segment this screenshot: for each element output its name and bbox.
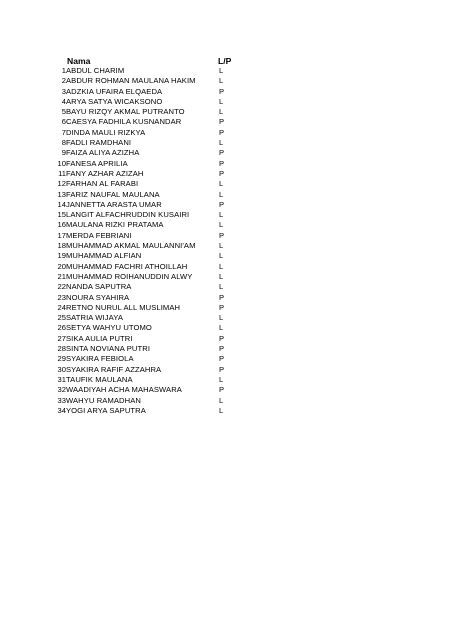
student-gender: L [219, 405, 224, 415]
student-name: CAESYA FADHILA KUSNANDAR [66, 117, 182, 127]
student-name: FARIZ NAUFAL MAULANA [66, 189, 160, 199]
column-header-nama: Nama [67, 56, 91, 66]
table-row [0, 303, 300, 313]
student-gender: L [219, 323, 224, 333]
row-number: 15 [57, 210, 66, 220]
table-row [0, 365, 300, 375]
student-name: FARHAN AL FARABI [66, 179, 139, 189]
student-name: MUHAMMAD AKMAL MAULANNI'AM [66, 241, 196, 251]
table-row [0, 148, 300, 158]
student-name: SETYA WAHYU UTOMO [66, 323, 152, 333]
row-number: 23 [57, 292, 66, 302]
student-gender: L [219, 138, 224, 148]
table-row [0, 97, 300, 107]
student-gender: P [219, 199, 225, 209]
row-number: 2 [61, 76, 66, 86]
row-number: 17 [57, 230, 66, 240]
student-name: ADZKIA UFAIRA ELQAEDA [66, 86, 163, 96]
row-number: 24 [57, 302, 66, 312]
student-name: BAYU RIZQY AKMAL PUTRANTO [66, 107, 185, 117]
row-number: 26 [57, 323, 66, 333]
table-row [0, 354, 300, 364]
student-gender: P [219, 302, 225, 312]
student-gender: L [219, 261, 224, 271]
student-gender: L [219, 96, 224, 106]
table-row [0, 107, 300, 117]
row-number: 5 [61, 107, 66, 117]
student-gender: L [219, 76, 224, 86]
table-row [0, 375, 300, 385]
student-name: RETNO NURUL ALL MUSLIMAH [66, 302, 181, 312]
row-number: 3 [61, 86, 66, 96]
student-gender: P [219, 230, 225, 240]
table-row [0, 385, 300, 395]
student-gender: P [219, 86, 225, 96]
student-gender: L [219, 66, 224, 75]
student-name: ARYA SATYA WICAKSONO [66, 96, 163, 106]
table-row [0, 200, 300, 210]
student-gender: L [219, 395, 224, 405]
student-name: MAULANA RIZKI PRATAMA [66, 220, 164, 230]
row-number: 33 [57, 395, 66, 405]
table-row [0, 169, 300, 179]
row-number: 9 [61, 148, 66, 158]
row-number: 32 [57, 385, 66, 395]
table-row [0, 293, 300, 303]
table-row [0, 87, 300, 97]
row-number: 25 [57, 313, 66, 323]
row-number: 29 [57, 354, 66, 364]
student-name: FADLI RAMDHANI [66, 138, 132, 148]
student-name: DINDA MAULI RIZKYA [66, 127, 146, 137]
row-number: 7 [61, 127, 66, 137]
student-gender: L [219, 210, 224, 220]
student-gender: L [219, 179, 224, 189]
row-number: 31 [57, 374, 66, 384]
row-number: 13 [57, 189, 66, 199]
row-number: 1 [61, 66, 66, 75]
table-row [0, 190, 300, 200]
student-name: SIKA AULIA PUTRI [66, 333, 133, 343]
row-number: 6 [61, 117, 66, 127]
row-number: 16 [57, 220, 66, 230]
student-gender: L [219, 107, 224, 117]
student-gender: L [219, 313, 224, 323]
table-row [0, 138, 300, 148]
row-number: 34 [57, 405, 66, 415]
student-name: YOGI ARYA SAPUTRA [66, 405, 146, 415]
student-gender: L [219, 282, 224, 292]
student-name: SINTA NOVIANA PUTRI [66, 344, 151, 354]
table-row [0, 159, 300, 169]
row-number: 4 [61, 96, 66, 106]
student-gender: L [219, 220, 224, 230]
student-name: MUHAMMAD ROIHANUDDIN ALWY [66, 271, 193, 281]
table-row [0, 396, 300, 406]
student-gender: P [219, 127, 225, 137]
table-row [0, 282, 300, 292]
student-gender: P [219, 168, 225, 178]
student-name: SYAKIRA RAFIF AZZAHRA [66, 364, 162, 374]
row-number: 20 [57, 261, 66, 271]
student-name: ABDUR ROHMAN MAULANA HAKIM [66, 76, 196, 86]
table-row [0, 231, 300, 241]
student-name: MUHAMMAD ALFIAN [66, 251, 142, 261]
student-gender: P [219, 292, 225, 302]
table-row [0, 251, 300, 261]
student-gender: L [219, 189, 224, 199]
table-row [0, 76, 300, 86]
row-number: 27 [57, 333, 66, 343]
table-row [0, 117, 300, 127]
table-row [0, 344, 300, 354]
row-number: 30 [57, 364, 66, 374]
student-gender: L [219, 374, 224, 384]
table-row [0, 323, 300, 333]
student-name: FANY AZHAR AZIZAH [66, 168, 144, 178]
table-row [0, 210, 300, 220]
student-gender: P [219, 117, 225, 127]
row-number: 12 [57, 179, 66, 189]
table-row [0, 241, 300, 251]
student-name: WAADIYAH ACHA MAHASWARA [66, 385, 182, 395]
student-gender: P [219, 364, 225, 374]
student-gender: P [219, 344, 225, 354]
student-name: MERDA FEBRIANI [66, 230, 132, 240]
student-gender: P [219, 333, 225, 343]
student-gender: P [219, 354, 225, 364]
student-gender: L [219, 241, 224, 251]
table-row [0, 220, 300, 230]
column-header-lp: L/P [218, 56, 232, 66]
row-number: 8 [61, 138, 66, 148]
student-name: NOURA SYAHIRA [66, 292, 130, 302]
row-number: 10 [57, 158, 66, 168]
student-name: MUHAMMAD FACHRI ATHOILLAH [66, 261, 188, 271]
row-number: 14 [57, 199, 66, 209]
student-name: LANGIT ALFACHRUDDIN KUSAIRI [66, 210, 190, 220]
student-name: FANESA APRILIA [66, 158, 128, 168]
table-row [0, 313, 300, 323]
table-row [0, 272, 300, 282]
student-gender: P [219, 148, 225, 158]
row-number: 19 [57, 251, 66, 261]
student-name: JANNETTA ARASTA UMAR [66, 199, 162, 209]
row-number: 18 [57, 241, 66, 251]
student-name: WAHYU RAMADHAN [66, 395, 141, 405]
student-gender: L [219, 271, 224, 281]
row-number: 11 [58, 168, 66, 178]
table-row [0, 179, 300, 189]
student-gender: P [219, 385, 225, 395]
student-gender: L [219, 251, 224, 261]
student-name: FAIZA ALIYA AZIZHA [66, 148, 140, 158]
student-name: SYAKIRA FEBIOLA [66, 354, 134, 364]
table-row [0, 128, 300, 138]
table-row [0, 66, 300, 76]
student-list [0, 66, 300, 416]
table-row [0, 406, 300, 416]
student-name: ABDUL CHARIM [66, 66, 125, 75]
student-name: SATRIA WIJAYA [66, 313, 123, 323]
student-gender: P [219, 158, 225, 168]
row-number: 22 [57, 282, 66, 292]
row-number: 28 [57, 344, 66, 354]
student-name: TAUFIK MAULANA [66, 374, 133, 384]
student-name: NANDA SAPUTRA [66, 282, 132, 292]
table-row [0, 262, 300, 272]
table-row [0, 334, 300, 344]
row-number: 21 [57, 271, 66, 281]
